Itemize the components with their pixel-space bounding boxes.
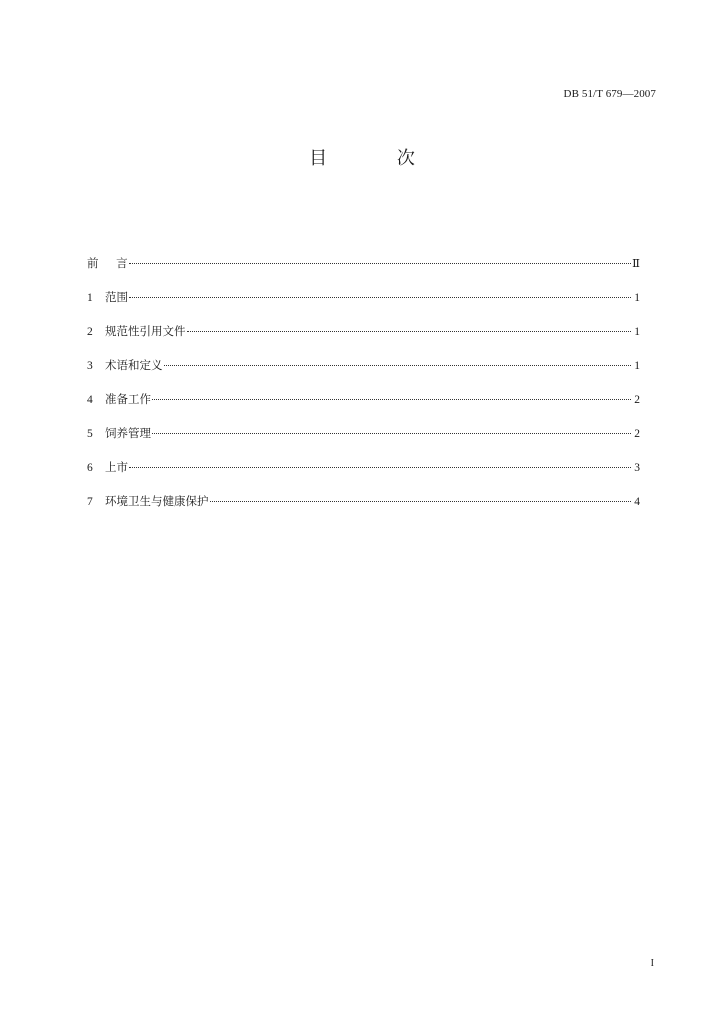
dot-leader	[210, 501, 632, 502]
page-number: I	[650, 958, 654, 969]
toc-entry-scope[interactable]	[87, 289, 640, 323]
dot-leader	[152, 433, 631, 434]
toc-entry-number: 7	[87, 496, 93, 508]
toc-entry-label: 规范性引用文件	[105, 324, 186, 338]
toc-entry-label: 前 言	[87, 256, 128, 270]
toc-entry-page: 1	[634, 292, 640, 304]
toc-entry-page: 1	[634, 360, 640, 372]
toc-entry-normative-references[interactable]	[87, 323, 640, 357]
toc-entry-label: 饲养管理	[105, 426, 151, 440]
toc-entry-page: 1	[634, 326, 640, 338]
toc-entry-number: 5	[87, 428, 93, 440]
toc-entry-feeding-management[interactable]	[87, 425, 640, 459]
table-of-contents	[87, 255, 640, 527]
toc-entry-page: 3	[634, 462, 640, 474]
dot-leader	[129, 297, 631, 298]
toc-entry-label: 上市	[105, 460, 128, 474]
toc-entry-number: 1	[87, 292, 93, 304]
toc-entry-label: 术语和定义	[105, 358, 163, 372]
toc-entry-number: 3	[87, 360, 93, 372]
toc-entry-preparation[interactable]	[87, 391, 640, 425]
toc-entry-label: 环境卫生与健康保护	[105, 494, 209, 508]
toc-entry-foreword[interactable]	[87, 255, 640, 289]
dot-leader	[164, 365, 632, 366]
toc-entry-label: 范围	[105, 290, 128, 304]
toc-entry-marketing[interactable]	[87, 459, 640, 493]
toc-entry-label: 准备工作	[105, 392, 151, 406]
toc-entry-page: 4	[634, 496, 640, 508]
page-title: 目 次	[309, 148, 447, 169]
toc-entry-number: 4	[87, 394, 93, 406]
toc-entry-terms[interactable]	[87, 357, 640, 391]
document-code: DB 51/T 679—2007	[563, 88, 656, 100]
toc-entry-page: Ⅱ	[632, 258, 640, 270]
toc-entry-number: 6	[87, 462, 93, 474]
toc-entry-number: 2	[87, 326, 93, 338]
dot-leader	[152, 399, 631, 400]
dot-leader	[129, 467, 631, 468]
dot-leader	[129, 263, 631, 264]
dot-leader	[187, 331, 632, 332]
toc-entry-hygiene-health[interactable]	[87, 493, 640, 527]
toc-entry-page: 2	[634, 428, 640, 440]
toc-entry-page: 2	[634, 394, 640, 406]
